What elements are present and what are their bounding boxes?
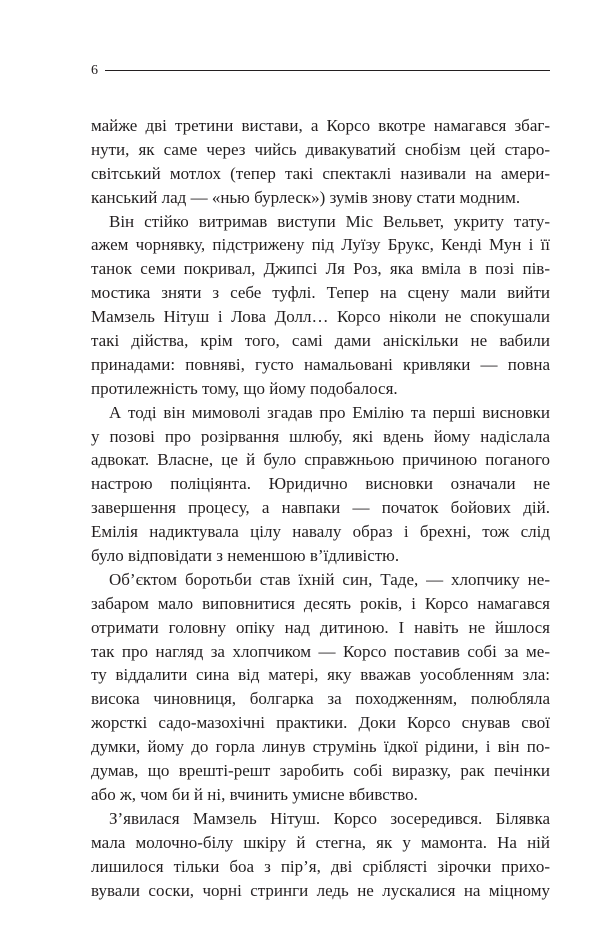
text-line: такі дійства, крім того, самі дами аніскільки не вабили [91, 331, 550, 351]
text-line: Мамзель Нітуш і Лова Долл… Корсо ніколи не спокушали [91, 307, 550, 327]
text-line: думав, що врешті-решт заробить собі виразку, рак печінки [91, 761, 550, 781]
text-line: З’явилася Мамзель Нітуш. Корсо зосередився. Білявка [109, 808, 550, 828]
text-line: Емілія надиктувала цілу навалу образ і брехні, тож слід [91, 522, 550, 542]
text-line: було відповідати з неменшою в’їдливістю. [91, 546, 400, 566]
text-line: отримати головну опіку над дитиною. І навіть не йшлося [91, 617, 550, 637]
text-line: думки, йому до горла линув струмінь їдкої рідини, і він по- [91, 737, 550, 757]
text-line: адвокат. Власне, це й було справжньою причиною поганого [91, 450, 550, 470]
text-line: протилежність тому, що йому подобалося. [91, 378, 398, 398]
text-line: майже дві третини вистави, а Корсо вкотре намагався збаг- [91, 116, 550, 135]
text-line: висока чиновниця, болгарка за походженням, полюбляла [91, 689, 550, 709]
text-line: танок семи покривал, Джипсі Ля Роз, яка вміла в позі пів- [91, 259, 550, 279]
text-line: жорсткі садо-мазохічні практики. Доки Корсо снував свої [91, 713, 550, 733]
page-number: 6 [91, 63, 98, 78]
text-line: лишилося тільки боа з пір’я, дві сріблясті зірочки прихо- [91, 856, 550, 876]
text-line: у позові про розірвання шлюбу, які вдень йому надіслала [91, 426, 550, 446]
text-line: завершення процесу, а навпаки — початок бойових дій. [91, 498, 550, 518]
text-line: вували соски, чорні стринги ледь не лускалися на міцному [91, 880, 550, 900]
header-rule [105, 70, 550, 71]
text-line: забаром мало виповнитися десять років, і Корсо намагався [91, 593, 550, 613]
text-line: принадами: повняві, густо намальовані кривляки — повна [91, 354, 550, 374]
text-line: ту віддалити сина від матері, яку вважав уособленням зла: [91, 665, 550, 685]
text-line: настрою поліціянта. Юридично висновки означали не [91, 474, 550, 494]
body-text [91, 114, 550, 902]
text-line: нути, як саме через чийсь дивакуватий снобізм цей старо- [91, 139, 550, 159]
text-line: або ж, чом би й ні, вчинить умисне вбивство. [91, 784, 418, 804]
text-line: ажем чорнявку, підстрижену під Луїзу Брукс, Кенді Мун і її [91, 235, 550, 255]
text-line: Об’єктом боротьби став їхній син, Таде, — хлопчику не- [109, 569, 550, 589]
text-line: так про нагляд за хлопчиком — Корсо поставив собі за ме- [91, 641, 550, 661]
text-line: світський мотлох (тепер такі спектаклі називали на амери- [91, 163, 550, 183]
text-line: Він стійко витримав виступи Міс Вельвет, укриту тату- [109, 211, 550, 231]
text-line: мостика зняти з себе туфлі. Тепер на сцену мали вийти [91, 283, 550, 303]
text-line: А тоді він мимоволі згадав про Емілію та перші висновки [109, 402, 550, 422]
text-line: мала молочно-білу шкіру й стегна, як у мамонта. На ній [91, 832, 550, 852]
text-line: канський лад — «нью бурлеск») зумів знову стати модним. [91, 187, 521, 207]
running-header [91, 62, 550, 82]
